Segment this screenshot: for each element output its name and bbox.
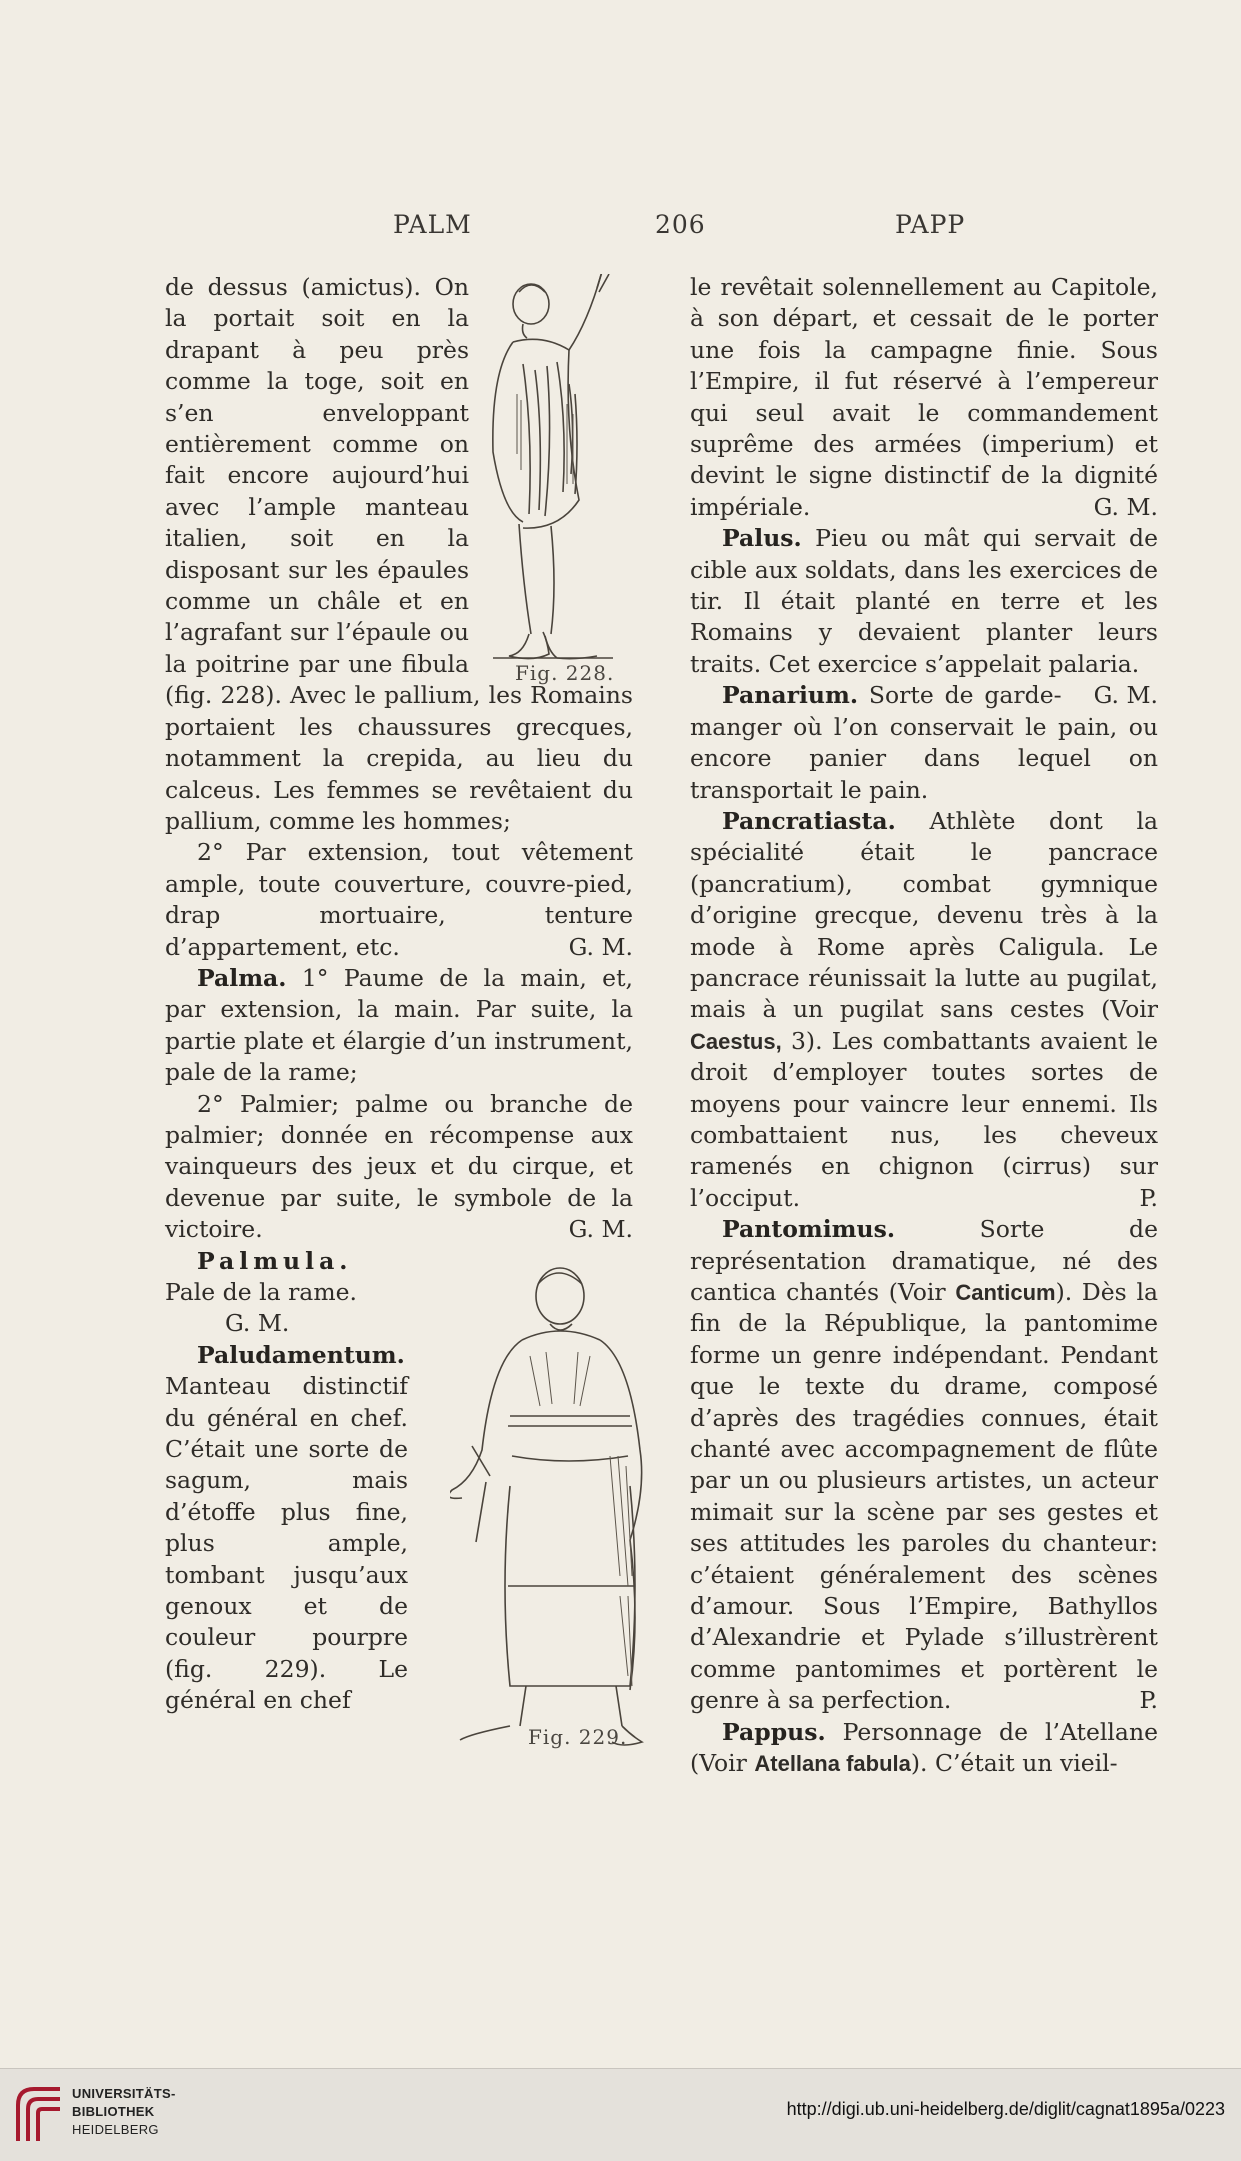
headword-pappus: Pappus. xyxy=(722,1717,826,1746)
pallium-text: de dessus (amictus). On la portait soit en la drapant à peu près comme la toge, soit en s’en enveloppant entièrement comme on fait encore aujourd’hui avec l’ample manteau italien, soit en la disposant sur les épaules comme un châle et en l’agrafant sur l’épaule ou la poitrine par une fibula (fig. 228). Avec le pallium, les Romains portaient les chaussures grecques, notamment la crepida, au lieu du calceus. Les femmes se revêtaient du pallium, comme les hommes; xyxy=(165,273,633,835)
pantomimus-text-b: ). Dès la fin de la République, la pantomime forme un genre indépendant. Pendant que le texte du drame, composé d’après des tragédies connues, était chanté avec accompagnement de flûte par un ou plusieurs artistes, un acteur mimait sur la scène par ses gestes et ses attitudes les paroles du chanteur: c’étaient généralement des scènes d’amour. Sous l’Empire, Bathyllos d’Alexandrie et Pylade s’illustrèrent comme pantomimes et portèrent le genre à sa perfection. xyxy=(690,1278,1158,1715)
logo-line-3: HEIDELBERG xyxy=(72,2122,159,2137)
logo-line-1: UNIVERSITÄTS- xyxy=(72,2086,176,2101)
headword-palmula: Palmula. xyxy=(197,1246,353,1275)
cross-reference-canticum: Canticum xyxy=(955,1280,1056,1305)
entry-pappus xyxy=(690,1717,1158,1780)
figure-228 xyxy=(483,274,633,685)
headword-palus: Palus. xyxy=(722,524,802,553)
figure-229-caption: Fig. 229. xyxy=(528,1724,628,1749)
pantomimus-text-a: Sorte de représentation dramatique, né des cantica chantés (Voir xyxy=(690,1215,1158,1306)
entry-pantomimus xyxy=(690,1214,1158,1717)
cross-reference-caestus: Caestus, xyxy=(690,1028,782,1054)
pancratiasta-text-b: 3). Les combattants avaient le droit d’employer toutes sortes de moyens pour vaincre leur ennemi. Ils combattaient nus, les cheveux ramenés en chignon (cirrus) sur l’occiput. xyxy=(690,1026,1158,1212)
pallium-sense-2 xyxy=(165,837,633,963)
footer-bar xyxy=(0,2068,1241,2161)
paludamentum-text: Manteau distinctif du général en chef. C’était une sorte de sagum, mais d’étoffe plus fine, plus ample, tombant jusqu’aux genoux et de couleur pourpre (fig. 229). Le général en chef xyxy=(165,1372,408,1715)
palma-sense-2-para xyxy=(165,1089,633,1246)
paludamentum-continuation xyxy=(690,272,1158,523)
paludamentum-continuation-text: le revêtait solennellement au Capitole, à son départ, et cessait de le porter une fois la campagne finie. Sous l’Empire, il fut réservé à l’empereur qui seul avait le commandement suprême des armées (imperium) et devint le signe distinctif de la dignité impériale. xyxy=(690,273,1158,521)
figure-229 xyxy=(418,1256,633,1761)
headword-pancratiasta: Pancratiasta. xyxy=(722,806,896,835)
headword-paludamentum: Paludamentum. xyxy=(197,1340,405,1369)
toga-figure-illustration xyxy=(483,274,633,679)
library-logo-icon xyxy=(14,2083,64,2145)
palus-text: Pieu ou mât qui servait de cible aux soldats, dans les exercices de tir. Il était planté en terre et les Romains y devaient planter leurs traits. Cet exercice s’appelait palaria. xyxy=(690,524,1158,678)
library-logo-text xyxy=(72,2085,176,2139)
author-signature: G. M. xyxy=(225,1309,290,1338)
author-signature: P. xyxy=(1139,1183,1158,1212)
pallium-sense-2-text: 2° Par extension, tout vêtement ample, toute couverture, couvre-pied, drap mortuaire, tenture d’appartement, etc. xyxy=(165,838,633,961)
running-head-left: PALM xyxy=(393,210,472,239)
palmula-text: Pale de la rame. xyxy=(165,1278,357,1306)
right-column xyxy=(690,272,1158,1780)
logo-line-2: BIBLIOTHEK xyxy=(72,2104,155,2119)
entry-palma xyxy=(165,963,633,1089)
pallium-continuation xyxy=(165,272,633,837)
author-signature: G. M. xyxy=(1093,492,1158,521)
panarium-text: Sorte de garde-manger où l’on conservait le pain, ou encore panier dans lequel on transportait le pain. xyxy=(690,681,1158,804)
figure-228-caption: Fig. 228. xyxy=(515,661,615,685)
author-signature: G. M. xyxy=(568,932,633,961)
running-head xyxy=(0,210,1241,244)
pappus-text-b: ). C’était un vieil- xyxy=(910,1749,1118,1778)
page-number: 206 xyxy=(655,210,706,239)
running-head-right: PAPP xyxy=(895,210,966,239)
cross-reference-atellana: Atellana fabula xyxy=(754,1751,911,1777)
headword-panarium: Panarium. xyxy=(722,681,859,710)
headword-palma: Palma. xyxy=(197,963,287,992)
author-signature: G. M. xyxy=(568,1215,633,1244)
entry-pancratiasta xyxy=(690,806,1158,1214)
headword-pantomimus: Pantomimus. xyxy=(722,1215,896,1244)
author-signature: P. xyxy=(1139,1686,1158,1715)
left-column xyxy=(165,272,633,1761)
paludamentum-figure-illustration xyxy=(450,1256,665,1761)
source-url-link[interactable]: http://digi.ub.uni-heidelberg.de/diglit/cagnat1895a/0223 xyxy=(786,2099,1225,2119)
pancratiasta-text-a: Athlète dont la spécialité était le pancrace (pancratium), combat gymnique d’origine grecque, devenu très à la mode à Rome après Caligula. Le pancrace réunissait la lutte au pugilat, mais à un pugilat sans cestes (Voir xyxy=(690,806,1158,1024)
palma-sense-2: 2° Palmier; palme ou branche de palmier; donnée en récompense aux vainqueurs des jeux et du cirque, et devenue par suite, le symbole de la victoire. xyxy=(165,1089,633,1244)
palma-sense-1: 1° Paume de la main, et, par extension, la main. Par suite, la partie plate et élargie d’un instrument, pale de la rame; xyxy=(165,963,633,1087)
pappus-text-a: Personnage de l’Atellane (Voir xyxy=(690,1717,1158,1778)
author-signature: G. M. xyxy=(1093,681,1158,710)
